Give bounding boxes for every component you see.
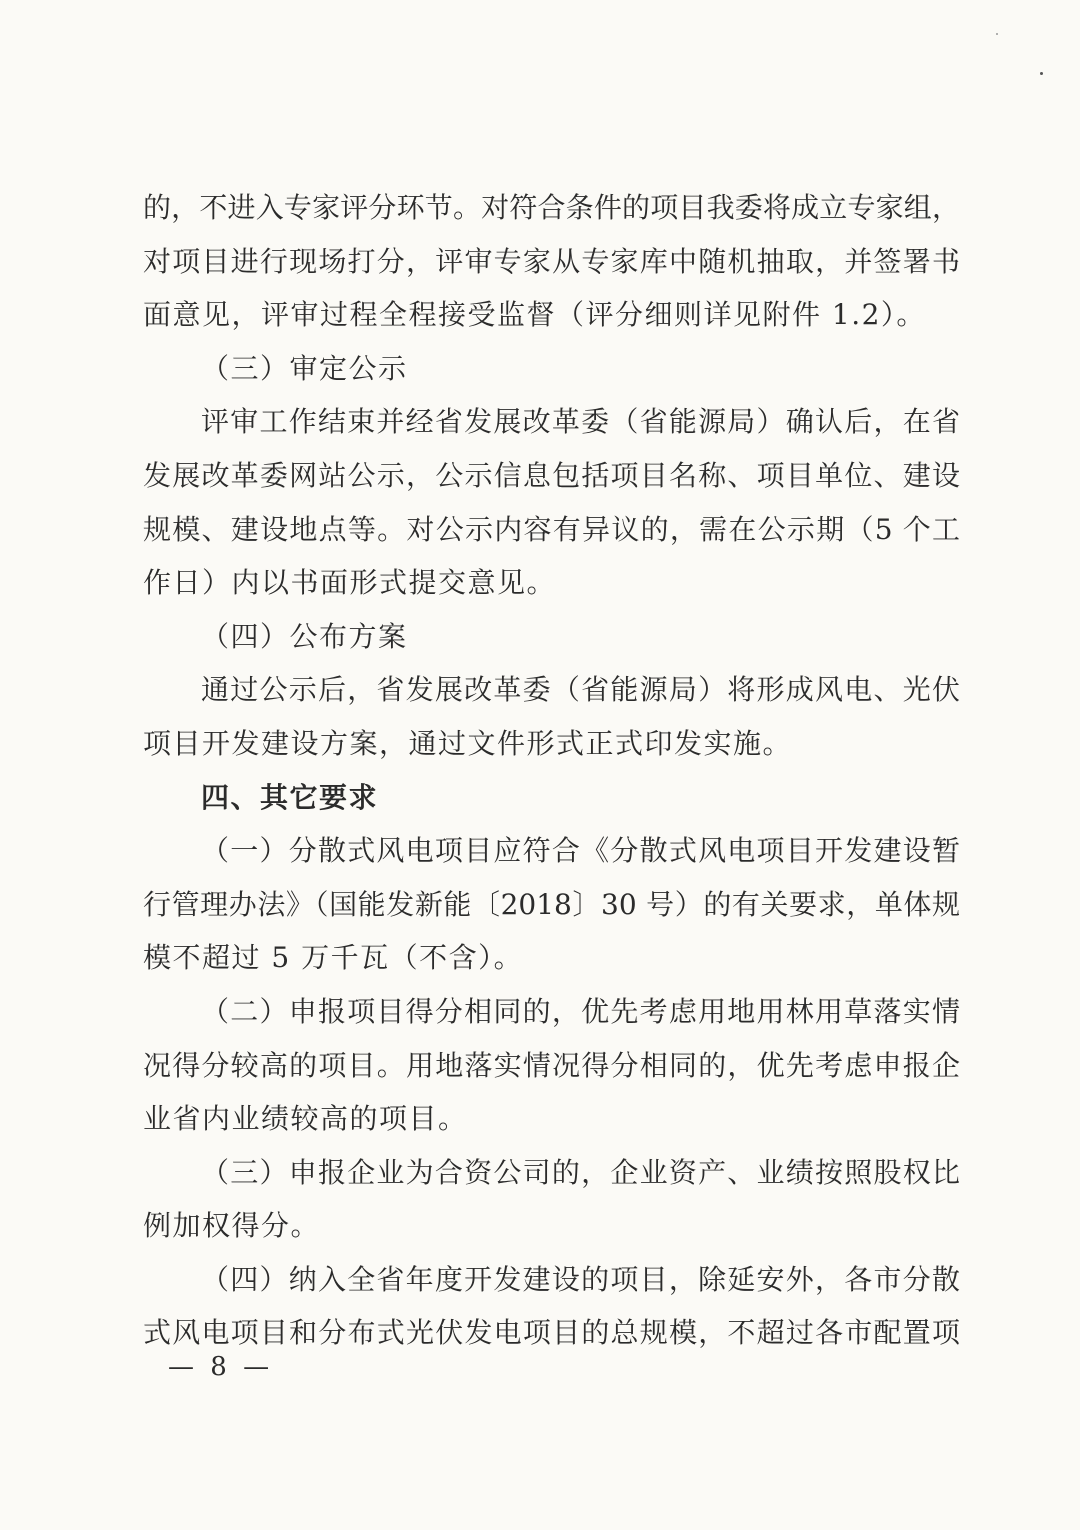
paragraph-line: 规模、建设地点等。对公示内容有异议的，需在公示期（5 个工 bbox=[143, 512, 960, 546]
paragraph-line: 况得分较高的项目。用地落实情况得分相同的，优先考虑申报企 bbox=[143, 1048, 960, 1082]
paragraph-line: 式风电项目和分布式光伏发电项目的总规模，不超过各市配置项 bbox=[143, 1316, 960, 1350]
paragraph-line: 通过公示后，省发展改革委（省能源局）将形成风电、光伏 bbox=[201, 673, 960, 707]
paragraph-line: 发展改革委网站公示，公示信息包括项目名称、项目单位、建设 bbox=[143, 458, 960, 492]
paragraph-line: 项目开发建设方案，通过文件形式正式印发实施。 bbox=[143, 726, 793, 760]
paragraph-line: 行管理办法》（国能发新能〔2018〕30 号）的有关要求，单体规 bbox=[143, 887, 960, 921]
paragraph-line: 作日）内以书面形式提交意见。 bbox=[143, 566, 557, 600]
scan-speck bbox=[996, 33, 998, 35]
paragraph-line: 评审工作结束并经省发展改革委（省能源局）确认后，在省 bbox=[201, 405, 960, 439]
paragraph-line: 的，不进入专家评分环节。对符合条件的项目我委将成立专家组， bbox=[143, 191, 960, 224]
page-number: — 8 — bbox=[168, 1352, 274, 1382]
document-body bbox=[143, 181, 960, 1360]
paragraph-line: 业省内业绩较高的项目。 bbox=[143, 1102, 468, 1136]
paragraph-line: 面意见，评审过程全程接受监督（评分细则详见附件 1.2）。 bbox=[143, 298, 926, 332]
paragraph-line: （四）纳入全省年度开发建设的项目，除延安外，各市分散 bbox=[201, 1262, 960, 1296]
paragraph-line: （三）申报企业为合资公司的，企业资产、业绩按照股权比 bbox=[201, 1155, 960, 1189]
section-subheading: （四）公布方案 bbox=[201, 619, 408, 653]
section-subheading: （三）审定公示 bbox=[201, 351, 408, 385]
paragraph-line: 模不超过 5 万千瓦（不含）。 bbox=[143, 941, 524, 975]
section-heading: 四、其它要求 bbox=[201, 780, 379, 814]
paragraph-line: （一）分散式风电项目应符合《分散式风电项目开发建设暂 bbox=[201, 834, 960, 868]
paragraph-line: （二）申报项目得分相同的，优先考虑用地用林用草落实情 bbox=[201, 994, 960, 1028]
paragraph-line: 例加权得分。 bbox=[143, 1209, 321, 1243]
paragraph-line: 对项目进行现场打分，评审专家从专家库中随机抽取，并签署书 bbox=[143, 244, 960, 278]
scan-speck bbox=[1040, 72, 1043, 75]
